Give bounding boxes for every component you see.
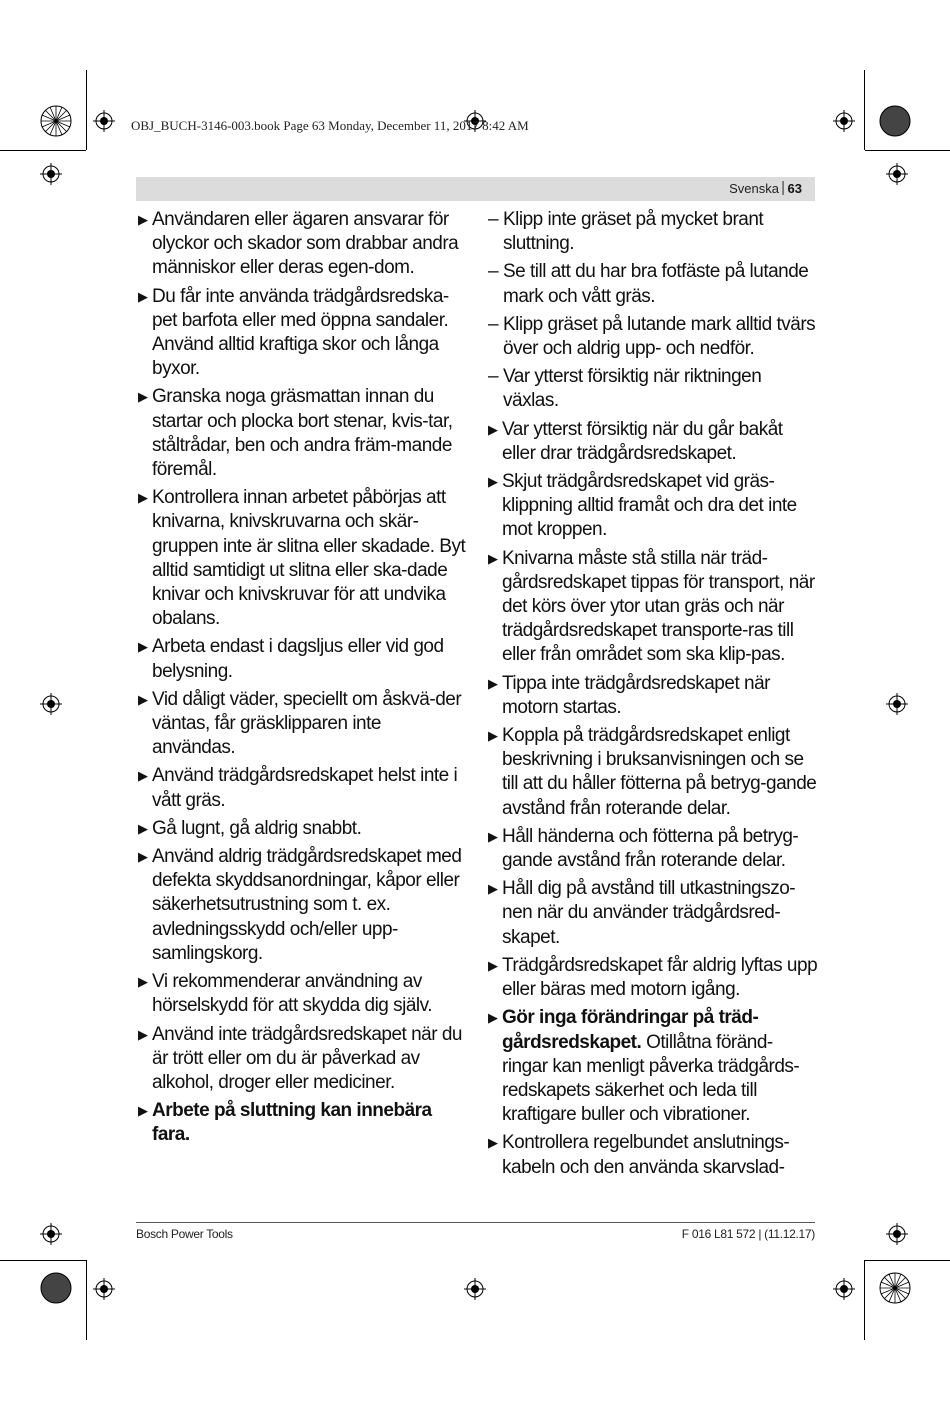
language-label: Svenska <box>729 181 779 196</box>
triangle-bullet-icon: ▶ <box>488 550 498 566</box>
list-item <box>138 817 468 841</box>
list-item <box>138 1099 468 1147</box>
list-item <box>488 470 818 543</box>
list-item <box>488 418 818 466</box>
triangle-bullet-icon: ▶ <box>138 639 148 655</box>
triangle-bullet-icon: ▶ <box>138 820 148 836</box>
dash-bullet: – <box>488 209 499 230</box>
item-text: Kontrollera innan arbetet påbörjas att knivarna, knivskruvarna och skär-gruppen inte är slitna eller skadade. Byt alltid samtidigt ut slitna eller ska-dade knivar och knivskruvar för att undvika obalans. <box>152 487 466 630</box>
header-separator: | <box>781 179 785 196</box>
item-text: Klipp gräset på lutande mark alltid tvärs över och aldrig upp- och nedför. <box>503 313 816 360</box>
crosshair-target-icon <box>40 163 62 185</box>
item-text: Vid dåligt väder, speciellt om åskvä-der väntas, får gräsklipparen inte användas. <box>152 688 462 759</box>
item-text: Vi rekommenderar användning av hörselskydd för att skydda dig själv. <box>152 971 433 1017</box>
running-header <box>136 177 815 201</box>
triangle-bullet-icon: ▶ <box>138 768 148 784</box>
item-text: Klipp inte gräset på mycket brant sluttning. <box>503 209 764 255</box>
item-text: Koppla på trädgårdsredskapet enligt beskrivning i bruksanvisningen och se till att du håller fötterna på betryg-gande avstånd från roterande delar. <box>502 725 817 819</box>
registration-dark-circle-icon <box>879 105 911 137</box>
crosshair-target-icon <box>886 693 908 715</box>
list-item <box>488 547 818 668</box>
item-text: Granska noga gräsmattan innan du startar och plocka bort stenar, kvis-tar, ståltrådar, ben och andra främ-mande föremål. <box>152 386 453 481</box>
list-item <box>488 365 818 413</box>
triangle-bullet-icon: ▶ <box>138 1103 148 1119</box>
list-item <box>138 635 468 683</box>
crosshair-target-icon <box>93 110 115 132</box>
item-text: Gå lugnt, gå aldrig snabbt. <box>152 817 362 839</box>
triangle-bullet-icon: ▶ <box>138 974 148 990</box>
bold-text: Gör inga förändringar på träd-gårdsredskapet. <box>502 1007 759 1053</box>
item-text: Var ytterst försiktig när du går bakåt eller drar trädgårdsredskapet. <box>502 418 783 464</box>
registration-sun-icon <box>40 105 72 137</box>
list-item <box>488 208 818 256</box>
list-item <box>138 208 468 281</box>
item-text: Var ytterst försiktig när riktningen växlas. <box>503 366 762 412</box>
crosshair-target-icon <box>833 1278 855 1300</box>
crosshair-target-icon <box>833 110 855 132</box>
item-text: Du får inte använda trädgårdsredska-pet barfota eller med öppna sandaler. Använd alltid kraftiga skor och långa byxor. <box>152 285 449 380</box>
item-text: Använd aldrig trädgårdsredskapet med defekta skyddsanordningar, kåpor eller säkerhetsutrustning som t. ex. avledningsskydd och/eller upp-samlingskorg. <box>152 846 462 964</box>
right-column <box>488 208 818 1184</box>
list-item <box>488 877 818 950</box>
footer-rule <box>136 1222 815 1223</box>
list-item <box>138 688 468 761</box>
triangle-bullet-icon: ▶ <box>138 389 148 405</box>
list-item <box>138 385 468 482</box>
triangle-bullet-icon: ▶ <box>138 490 148 506</box>
list-item <box>488 672 818 720</box>
list-item <box>488 724 818 821</box>
page-number: 63 <box>787 181 802 196</box>
item-text: Knivarna måste stå stilla när träd-gårdsredskapet tippas för transport, när det körs över ytor utan gräs och när trädgårdsredskapet transporte-ras till eller från området som ska klip-pas. <box>502 547 815 666</box>
list-item <box>488 1131 818 1179</box>
item-text: Håll händerna och fötterna på betryg-gande avstånd från roterande delar. <box>502 825 799 872</box>
item-text: Trädgårdsredskapet får aldrig lyftas upp eller bäras med motorn igång. <box>502 954 818 1001</box>
crosshair-target-icon <box>93 1278 115 1300</box>
dash-bullet: – <box>488 366 499 388</box>
triangle-bullet-icon: ▶ <box>488 1010 498 1026</box>
crosshair-target-icon <box>40 693 62 715</box>
triangle-bullet-icon: ▶ <box>488 957 498 973</box>
item-text: Använd trädgårdsredskapet helst inte i vått gräs. <box>152 765 458 811</box>
item-text: Kontrollera regelbundet anslutnings-kabeln och den använda skarvslad- <box>502 1132 790 1178</box>
item-text: Tippa inte trädgårdsredskapet när motorn startas. <box>502 672 770 718</box>
crosshair-target-icon <box>40 1223 62 1245</box>
triangle-bullet-icon: ▶ <box>488 675 498 691</box>
triangle-bullet-icon: ▶ <box>138 691 148 707</box>
triangle-bullet-icon: ▶ <box>488 881 498 897</box>
triangle-bullet-icon: ▶ <box>488 828 498 844</box>
triangle-bullet-icon: ▶ <box>488 1135 498 1151</box>
triangle-bullet-icon: ▶ <box>488 474 498 490</box>
item-text: Använd inte trädgårdsredskapet när du är trött eller om du är påverkad av alkohol, droger eller mediciner. <box>152 1023 462 1093</box>
triangle-bullet-icon: ▶ <box>488 728 498 744</box>
list-item <box>488 1006 818 1127</box>
item-text: Se till att du har bra fotfäste på lutande mark och vått gräs. <box>503 261 809 307</box>
bold-text: Arbete på sluttning kan innebära fara. <box>152 1100 432 1146</box>
crosshair-target-icon <box>464 1278 486 1300</box>
footer-publisher: Bosch Power Tools <box>136 1227 233 1241</box>
list-item <box>138 970 468 1018</box>
dash-bullet: – <box>488 313 499 335</box>
item-text: Skjut trädgårdsredskapet vid gräs-klippning alltid framåt och dra det inte mot kroppen. <box>502 471 797 541</box>
left-column <box>138 208 468 1152</box>
list-item <box>138 764 468 812</box>
dash-bullet: – <box>488 261 499 283</box>
triangle-bullet-icon: ▶ <box>138 288 148 304</box>
triangle-bullet-icon: ▶ <box>138 1026 148 1042</box>
crosshair-target-icon <box>886 163 908 185</box>
triangle-bullet-icon: ▶ <box>138 212 148 227</box>
list-item <box>138 285 468 382</box>
triangle-bullet-icon: ▶ <box>138 849 148 865</box>
list-item <box>488 260 818 308</box>
triangle-bullet-icon: ▶ <box>488 421 498 437</box>
crosshair-target-icon <box>886 1223 908 1245</box>
list-item <box>488 825 818 873</box>
item-text: Otillåtna föränd-ringar kan menligt påverka trädgårds-redskapets säkerhet och leda till kraftigare buller och vibrationer. <box>502 1031 800 1126</box>
item-text: Håll dig på avstånd till utkastningszo-nen när du använder trädgårdsred-skapet. <box>502 878 796 948</box>
list-item <box>138 845 468 966</box>
list-item <box>138 1023 468 1096</box>
registration-sun-icon <box>879 1272 911 1304</box>
item-text: Användaren eller ägaren ansvarar för olyckor och skador som drabbar andra människor eller deras egen-dom. <box>152 209 459 279</box>
print-file-info: OBJ_BUCH-3146-003.book Page 63 Monday, December 11, 2017 8:42 AM <box>131 118 529 133</box>
footer-document-code: F 016 L81 572 | (11.12.17) <box>681 1227 815 1241</box>
registration-dark-circle-icon <box>40 1272 72 1304</box>
list-item <box>488 313 818 361</box>
list-item <box>138 486 468 631</box>
list-item <box>488 954 818 1002</box>
item-text: Arbeta endast i dagsljus eller vid god belysning. <box>152 636 444 682</box>
